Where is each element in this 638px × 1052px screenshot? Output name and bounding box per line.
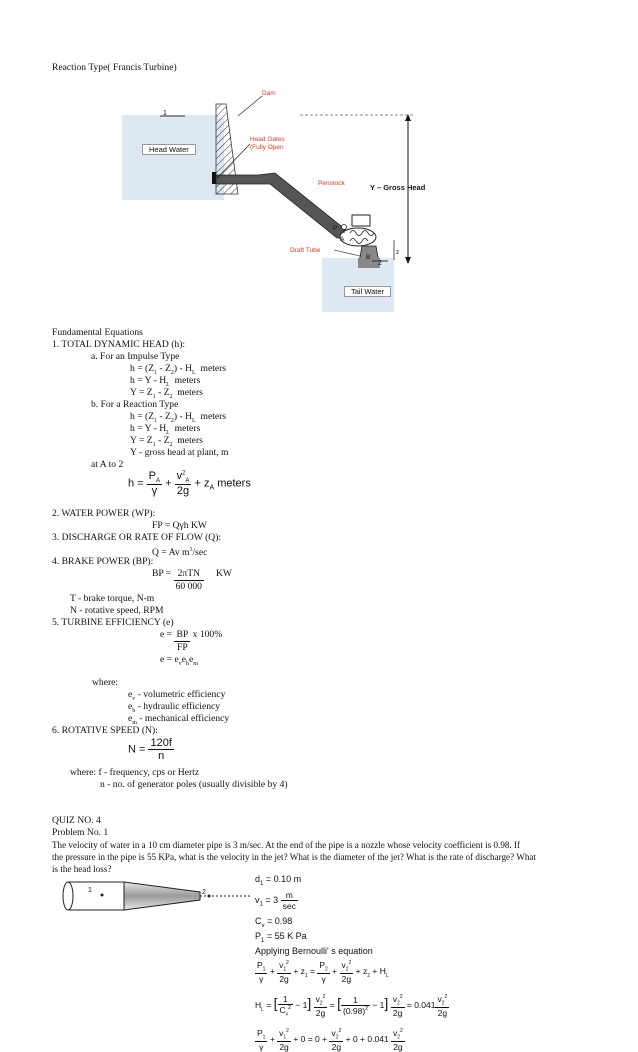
gauge-pa-label: P (333, 225, 338, 232)
impulse-eq-3: $Y = Z_1 - Z_2$ meters (130, 387, 203, 400)
head-loss-eq: $H_L$ = [ $\frac{1}{C_v^2}$ − 1] $\frac{v_2^2}{2g}$ = [ $\frac{1}{(0.98)^2}$ − 1] $\frac{v_2^2}{2g}$ = 0.041 $\frac{v_2^2}{2g}$ (255, 994, 448, 1018)
efficiency-eq: e = $\frac{BP}{FP}$ x 100% (160, 629, 223, 653)
given-d1: $d_1 = 0.10$ m (255, 874, 302, 887)
penstock-label: Penstock (318, 180, 345, 187)
em-def: $e_m$ - mechanical efficiency (128, 713, 230, 726)
tail-water-label: Tail Water (344, 286, 391, 297)
reaction-heading: b. For a Reaction Type (91, 399, 179, 410)
fundamental-heading: Fundamental Equations (52, 327, 143, 338)
at-a-to-2: at A to 2 (91, 459, 124, 470)
rotative-speed-heading: 6. ROTATIVE SPEED (N): (52, 725, 158, 736)
quiz-title: QUIZ NO. 4 (52, 815, 101, 826)
point-b-label: B (366, 254, 371, 261)
ev-def: $e_v$ - volumetric efficiency (128, 689, 226, 702)
nozzle-point-2: 2 (202, 889, 206, 896)
head-gate-shape (212, 172, 216, 184)
page-title: Reaction Type( Francis Turbine) (52, 62, 177, 73)
efficiency-product: $e = e_ve_he_m$ (160, 654, 198, 667)
torque-def: T - brake torque, N-m (70, 593, 155, 604)
impulse-eq-2: $h = Y - H_L$ meters (130, 375, 201, 388)
bernoulli-eq-1: $\frac{P_1}{\gamma}$ + $\frac{v_1^2}{2g}$ + $z_1$ = $\frac{P_2}{\gamma}$ + $\frac{v_2^2}{2g}$ + $z_2 + H_L$ (257, 960, 389, 984)
speed-def: N - rotative speed, RPM (70, 605, 164, 616)
given-v1: $v_1 = 3$ $\frac{m}{\sec}$ (255, 890, 296, 911)
discharge-eq: Q = Av $m^3/\sec$ (152, 547, 208, 559)
head-gates-label: Head Gates (250, 136, 285, 143)
nozzle-sketch (62, 880, 262, 914)
fully-open-label: (Fully Open (250, 144, 284, 151)
gross-head-def: Y - gross head at plant, m (130, 447, 229, 458)
eh-def: $e_h$ - hydraulic efficiency (128, 701, 221, 714)
problem-line-3: is the head loss? (52, 864, 112, 874)
nozzle-point-1: 1 (88, 887, 92, 894)
point-a-label: A (340, 236, 345, 243)
problem-line-2: the pressure in the pipe is 55 KPa, what is the velocity in the jet? What is the diameter of the jet? What is the rate of discharge? What (52, 852, 536, 862)
gross-head-label: Y – Gross Head (370, 183, 426, 192)
impulse-heading: a. For an Impulse Type (91, 351, 180, 362)
brake-power-eq: BP = $\frac{\text{2πTN}}{60 000}$ KW (152, 568, 232, 592)
head-water-label: Head Water (142, 144, 196, 155)
draft-tube-label: Draft Tube (290, 247, 321, 254)
reaction-eq-3: $Y = Z_1 - Z_2$ meters (130, 435, 203, 448)
discharge-heading: 3. DISCHARGE OR RATE OF FLOW (Q): (52, 532, 222, 543)
water-power-heading: 2. WATER POWER (WP): (52, 508, 156, 519)
efficiency-heading: 5. TURBINE EFFICIENCY (e) (52, 617, 174, 628)
reaction-eq-1: $h = (Z_1 - Z_2) - H_L$ meters (130, 411, 227, 424)
head-equation-a2: h = $\frac{P_A}{\gamma}$ + $\frac{v^2_A}{2g}$ + $z_A$ meters (128, 470, 251, 498)
given-cv: $C_v = 0.98$ (255, 916, 293, 929)
za-label: z (396, 249, 400, 256)
bernoulli-note: Applying Bernoulli' s equation (255, 946, 373, 956)
impulse-eq-1: $h = (Z_1 - Z_2) - H_L$ meters (130, 363, 227, 376)
water-power-eq: FP = Qγh KW (152, 520, 207, 531)
tdh-heading: 1. TOTAL DYNAMIC HEAD (h): (52, 339, 186, 350)
where-label: where: (92, 677, 119, 688)
generator-box (352, 215, 370, 226)
frequency-def: where: f - frequency, cps or Hertz (70, 767, 200, 778)
dam-label: Dam (262, 90, 276, 97)
reaction-eq-2: $h = Y - H_L$ meters (130, 423, 201, 436)
point-2-label: 2 (378, 260, 382, 267)
head-water-region (122, 115, 218, 200)
turbine-diagram-svg (0, 0, 638, 330)
rotative-speed-eq: N = $\frac{120f}{n}$ (128, 737, 172, 762)
given-p1: $P_1 = 55$ K Pa (255, 931, 307, 944)
bernoulli-eq-2: $\frac{P_1}{\gamma}$ + $\frac{v_1^2}{2g}$ + 0 = 0 + $\frac{v_2^2}{2g}$ + 0 + 0.041 $\frac{v_2^2}{2g}$ (257, 1028, 403, 1052)
problem-number: Problem No. 1 (52, 827, 109, 838)
point-1-label: 1 (163, 110, 167, 117)
brake-power-heading: 4. BRAKE POWER (BP): (52, 556, 154, 567)
poles-def: n - no. of generator poles (usually divisible by 4) (100, 779, 288, 790)
problem-line-1: The velocity of water in a 10 cm diameter pipe is 3 m/sec. At the end of the pipe is a nozzle whose velocity coefficient is 0.98. If (52, 840, 521, 850)
